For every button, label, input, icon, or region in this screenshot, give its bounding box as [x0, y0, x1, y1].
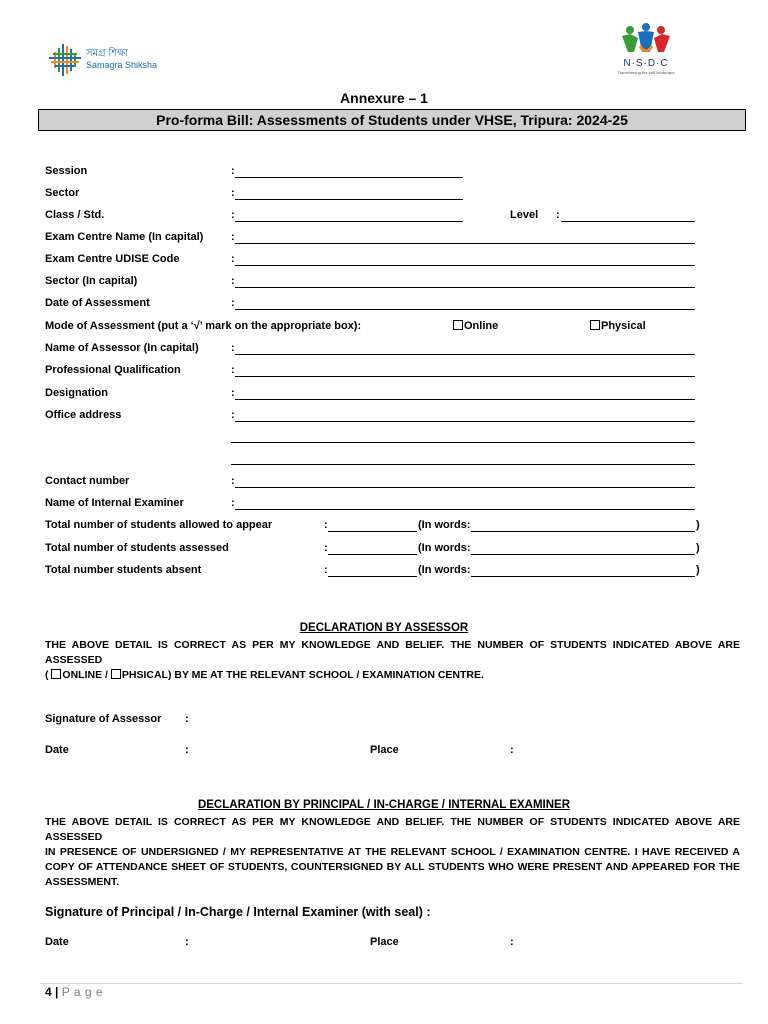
mode-physical-option[interactable] [590, 320, 646, 332]
physical-text: PHSICAL) BY ME AT THE RELEVANT SCHOOL / EXAMINATION CENTRE. [121, 669, 484, 681]
colon: : [231, 387, 235, 399]
assessor-date-field[interactable] [195, 743, 345, 757]
label-exam-centre-name: Exam Centre Name (In capital) [45, 231, 204, 243]
mode-physical-label: Physical [601, 320, 646, 332]
label-signature-of-principal: Signature of Principal / In-Charge / Internal Examiner (with seal) : [45, 905, 431, 919]
label-assessed: Total number of students assessed [45, 542, 229, 554]
assessed-field[interactable] [328, 554, 417, 555]
logo-text-bengali: সমগ্র শিক্ষা [86, 48, 129, 59]
colon: : [231, 275, 235, 287]
principal-place-field[interactable] [520, 935, 670, 949]
assessor-mode-line [45, 669, 484, 681]
colon: : [185, 744, 189, 756]
assessor-declaration-text: THE ABOVE DETAIL IS CORRECT AS PER MY KNOWLEDGE AND BELIEF. THE NUMBER OF STUDENTS INDICATED ABOVE ARE ASSESSED [45, 639, 740, 666]
nsdc-tagline: Transforming the skill landscape [617, 70, 675, 75]
colon: : [231, 165, 235, 177]
in-words-label: (In words: [418, 519, 471, 531]
open-paren: ( [45, 669, 49, 681]
colon: : [185, 713, 189, 725]
colon: : [231, 231, 235, 243]
level-field[interactable] [561, 221, 695, 222]
colon: : [231, 497, 235, 509]
label-internal-examiner: Name of Internal Examiner [45, 497, 184, 509]
colon: : [231, 297, 235, 309]
assessor-place-field[interactable] [520, 743, 670, 757]
colon: : [510, 744, 514, 756]
principal-declaration-text-1: THE ABOVE DETAIL IS CORRECT AS PER MY KNOWLEDGE AND BELIEF. THE NUMBER OF STUDENTS INDICATED ABOVE ARE ASSESSED [45, 816, 740, 843]
footer-divider [40, 983, 743, 984]
footer-separator: | [55, 985, 59, 999]
principal-date-field[interactable] [195, 935, 345, 949]
page-title: Pro-forma Bill: Assessments of Students under VHSE, Tripura: 2024-25 [156, 112, 628, 128]
annexure-heading: Annexure – 1 [340, 90, 428, 106]
session-field[interactable] [235, 177, 463, 178]
samagra-shiksha-emblem-icon [48, 43, 82, 77]
samagra-shiksha-logo [48, 43, 168, 79]
online-checkbox[interactable] [51, 669, 61, 679]
colon: : [185, 936, 189, 948]
label-assessor-place: Place [370, 744, 399, 756]
label-level: Level [510, 209, 539, 221]
absent-words-field[interactable] [471, 576, 695, 577]
allowed-to-appear-field[interactable] [328, 531, 417, 532]
page-word: P a g e [61, 985, 104, 999]
colon: : [231, 364, 235, 376]
assessor-declaration-title: DECLARATION BY ASSESSOR [299, 622, 469, 634]
professional-qualification-field[interactable] [235, 376, 695, 377]
label-sector-capital: Sector (In capital) [45, 275, 138, 287]
in-words-label: (In words: [418, 542, 471, 554]
assessed-words-field[interactable] [471, 554, 695, 555]
mode-online-label: Online [464, 320, 499, 332]
colon: : [324, 542, 328, 554]
colon: : [231, 209, 235, 221]
colon: : [510, 936, 514, 948]
label-designation: Designation [45, 387, 108, 399]
close-paren: ) [696, 564, 700, 576]
signature-of-assessor-field[interactable] [195, 712, 395, 726]
colon: : [324, 519, 328, 531]
colon: : [231, 409, 235, 421]
colon: : [324, 564, 328, 576]
label-name-of-assessor: Name of Assessor (In capital) [45, 342, 199, 354]
sector-capital-field[interactable] [235, 287, 695, 288]
label-session: Session [45, 165, 88, 177]
label-contact-number: Contact number [45, 475, 130, 487]
colon: : [231, 253, 235, 265]
label-assessor-date: Date [45, 744, 69, 756]
nsdc-people-icon [616, 22, 676, 56]
online-checkbox[interactable] [453, 320, 463, 330]
designation-field[interactable] [235, 399, 695, 400]
internal-examiner-field[interactable] [235, 509, 695, 510]
label-sector: Sector [45, 187, 80, 199]
principal-declaration-title: DECLARATION BY PRINCIPAL / IN-CHARGE / INTERNAL EXAMINER [197, 799, 571, 811]
colon: : [556, 209, 560, 221]
close-paren: ) [696, 519, 700, 531]
page-number: 4 [45, 985, 52, 999]
logo-text-english: Samagra Shiksha [86, 60, 158, 70]
absent-field[interactable] [328, 576, 417, 577]
online-text: ONLINE / [62, 669, 108, 681]
date-of-assessment-field[interactable] [235, 309, 695, 310]
mode-online-option[interactable] [453, 320, 498, 332]
label-class-std: Class / Std. [45, 209, 105, 221]
class-std-field[interactable] [235, 221, 463, 222]
label-mode-of-assessment: Mode of Assessment (put a ‘√’ mark on the appropriate box): [45, 320, 362, 332]
physical-checkbox[interactable] [590, 320, 600, 330]
contact-number-field[interactable] [235, 487, 695, 488]
label-principal-date: Date [45, 936, 69, 948]
colon: : [231, 187, 235, 199]
page-footer [45, 985, 103, 999]
allowed-to-appear-words-field[interactable] [471, 531, 695, 532]
label-principal-place: Place [370, 936, 399, 948]
colon: : [231, 475, 235, 487]
label-allowed-to-appear: Total number of students allowed to appear [45, 519, 273, 531]
principal-declaration-text-2: IN PRESENCE OF UNDERSIGNED / MY REPRESENTATIVE AT THE RELEVANT SCHOOL / EXAMINATION CENTRE. I HAVE RECEIVED A COPY OF ATTENDANCE SHEET OF STUDENTS, COUNTERSIGNED BY ALL STUDENTS WHO WERE PRESENT AND APPEARED FOR THE ASSESSMENT. [45, 846, 740, 888]
sector-field[interactable] [235, 199, 463, 200]
label-date-of-assessment: Date of Assessment [45, 297, 150, 309]
exam-centre-name-field[interactable] [235, 243, 695, 244]
in-words-label: (In words: [418, 564, 471, 576]
exam-centre-udise-field[interactable] [235, 265, 695, 266]
title-box [38, 109, 746, 131]
name-of-assessor-field[interactable] [235, 354, 695, 355]
close-paren: ) [696, 542, 700, 554]
colon: : [231, 342, 235, 354]
label-office-address: Office address [45, 409, 122, 421]
label-exam-centre-udise: Exam Centre UDISE Code [45, 253, 180, 265]
nsdc-text: N·S·D·C [623, 58, 669, 69]
physical-checkbox[interactable] [111, 669, 121, 679]
nsdc-logo [606, 22, 686, 78]
signature-of-principal-field[interactable] [440, 904, 690, 920]
label-absent: Total number students absent [45, 564, 202, 576]
label-signature-of-assessor: Signature of Assessor [45, 713, 162, 725]
office-address-field-3[interactable] [231, 464, 695, 465]
office-address-field-2[interactable] [231, 442, 695, 443]
label-professional-qualification: Professional Qualification [45, 364, 181, 376]
office-address-field-1[interactable] [235, 421, 695, 422]
